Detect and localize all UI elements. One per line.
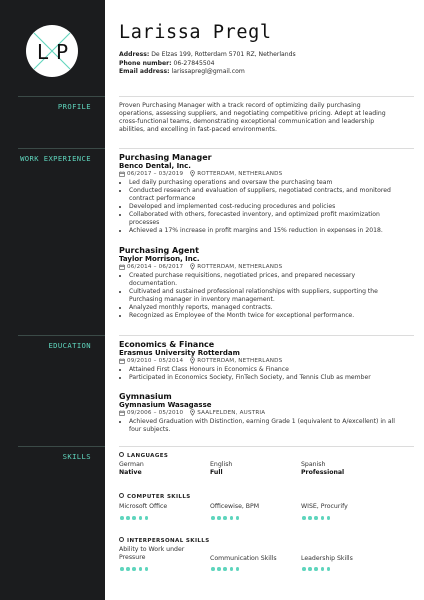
education-bullets	[119, 366, 399, 382]
skills-heading-computer	[119, 493, 191, 501]
sidebar-divider	[18, 148, 105, 149]
rating-dot	[230, 567, 234, 571]
degree-title: Gymnasium	[119, 392, 172, 401]
logo-initial-right: P	[56, 40, 69, 64]
section-label-profile: PROFILE	[57, 102, 91, 111]
rating-dot	[314, 567, 318, 571]
contact-label: Address:	[119, 51, 150, 58]
skills-heading-interpersonal	[119, 537, 210, 545]
rating-dot	[230, 516, 234, 520]
sidebar	[0, 0, 105, 600]
job-location: ROTTERDAM, NETHERLANDS	[197, 171, 283, 177]
rating-dot	[120, 516, 124, 520]
monogram-logo	[18, 24, 86, 78]
list-item: • Developed and implemented cost-reducing procedures and policies	[129, 203, 399, 211]
school-name: Erasmus University Rotterdam	[119, 349, 240, 357]
rating-dot	[308, 516, 312, 520]
language-level: Professional	[301, 469, 345, 476]
sidebar-divider	[18, 96, 105, 97]
location-pin-icon	[190, 263, 195, 270]
list-item: • Collaborated with others, forecasted inventory, and optimized profit maximization processes	[129, 211, 399, 227]
rating-dot	[211, 567, 215, 571]
list-item: • Created purchase requisitions, negotiated prices, and prepared necessary documentation.	[129, 272, 399, 288]
rating-dot	[126, 516, 130, 520]
rating-dot	[132, 516, 136, 520]
skills-heading-text: COMPUTER SKILLS	[127, 494, 191, 500]
list-item: • Led daily purchasing operations and oversaw the purchasing team	[129, 179, 399, 187]
candidate-name: Larissa Pregl	[119, 22, 272, 43]
rating-dot	[139, 567, 143, 571]
calendar-icon	[119, 410, 125, 416]
list-item: • Recognized as Employee of the Month twice for exceptional performance.	[129, 312, 399, 320]
language-item	[210, 461, 298, 477]
list-item: • Attained First Class Honours in Economics & Finance	[129, 366, 399, 374]
rating-dot	[217, 516, 221, 520]
skill-rating	[211, 567, 239, 571]
contact-value: 06-27845504	[173, 59, 215, 67]
computer-skill-name: Microsoft Office	[119, 503, 168, 510]
job-meta	[119, 170, 282, 178]
contact-email	[119, 68, 245, 76]
company-name: Taylor Morrison, Inc.	[119, 255, 200, 263]
education-meta	[119, 409, 265, 417]
skill-rating	[302, 516, 330, 520]
rating-dot	[302, 567, 306, 571]
rating-dot	[236, 567, 240, 571]
circle-bullet-icon	[119, 537, 124, 542]
language-name: English	[210, 461, 233, 468]
company-name: Benco Dental, Inc.	[119, 162, 191, 170]
language-item	[119, 461, 207, 477]
list-item: • Analyzed monthly reports, managed contracts.	[129, 304, 399, 312]
education-bullets	[119, 418, 399, 434]
list-item: • Conducted research and evaluation of suppliers, negotiated contracts, and monitored contract performance	[129, 187, 399, 203]
location-pin-icon	[190, 357, 195, 364]
language-name: German	[119, 461, 144, 468]
job-title: Purchasing Agent	[119, 246, 199, 255]
interpersonal-skill-name: Leadership Skills	[301, 555, 353, 562]
job-dates: 06/2017 – 03/2019	[127, 171, 184, 177]
calendar-icon	[119, 171, 125, 177]
interpersonal-skill-name: Ability to Work under Pressure	[119, 546, 185, 561]
job-bullets	[119, 179, 399, 235]
degree-title: Economics & Finance	[119, 340, 215, 349]
rating-dot	[314, 516, 318, 520]
contact-value: De Elzas 199, Rotterdam 5701 RZ, Netherlands	[151, 51, 296, 58]
rating-dot	[120, 567, 124, 571]
computer-skill-name: WISE, Procurify	[301, 503, 348, 510]
contact-phone	[119, 60, 214, 68]
circle-bullet-icon	[119, 493, 124, 498]
education-location: ROTTERDAM, NETHERLANDS	[197, 358, 283, 364]
list-item: • Cultivated and sustained professional relationships with suppliers, supporting the Purchasing manager in inventory management.	[129, 288, 399, 304]
sidebar-divider	[18, 446, 105, 447]
contact-value: larissapregl@gmail.com	[171, 68, 245, 75]
computer-skill-name: Officewise, BPM	[210, 503, 260, 510]
education-meta	[119, 357, 282, 365]
location-pin-icon	[190, 409, 195, 416]
logo-initial-left: L	[37, 40, 49, 64]
section-divider	[119, 96, 414, 97]
skills-heading-languages	[119, 452, 168, 460]
rating-dot	[327, 567, 331, 571]
section-divider	[119, 446, 414, 447]
skills-heading-text: LANGUAGES	[127, 453, 169, 459]
list-item: • Achieved a 17% increase in profit margins and 15% reduction in expenses in 2018.	[129, 227, 399, 235]
language-item	[301, 461, 389, 477]
rating-dot	[236, 516, 240, 520]
rating-dot	[139, 516, 143, 520]
job-location: ROTTERDAM, NETHERLANDS	[197, 264, 283, 270]
section-divider	[119, 335, 414, 336]
section-label-work-experience: WORK EXPERIENCE	[20, 154, 91, 163]
skill-rating	[211, 516, 239, 520]
section-label-skills: SKILLS	[62, 452, 91, 461]
location-pin-icon	[190, 170, 195, 177]
job-dates: 06/2014 – 06/2017	[127, 264, 184, 270]
rating-dot	[132, 567, 136, 571]
rating-dot	[223, 567, 227, 571]
rating-dot	[302, 516, 306, 520]
job-title: Purchasing Manager	[119, 153, 212, 162]
profile-summary: Proven Purchasing Manager with a track record of optimizing daily purchasing operations, assessing suppliers, and negotiating competitive pricing. Adept at leading cross-functional teams, demonstrating exceptional communication and leadership abilities, and excelling in fast-paced environments.	[119, 102, 386, 134]
contact-address	[119, 51, 296, 59]
skill-rating	[120, 567, 148, 571]
rating-dot	[327, 516, 331, 520]
language-name: Spanish	[301, 461, 326, 468]
language-level: Full	[210, 469, 223, 476]
education-dates: 09/2006 – 05/2010	[127, 410, 184, 416]
language-level: Native	[119, 469, 142, 476]
list-item: • Achieved Graduation with Distinction, earning Grade 1 (equivalent to A/excellent) in all four subjects.	[129, 418, 399, 434]
rating-dot	[126, 567, 130, 571]
circle-bullet-icon	[119, 452, 124, 457]
interpersonal-skill-name: Communication Skills	[210, 555, 277, 562]
school-name: Gymnasium Wasagasse	[119, 401, 212, 409]
rating-dot	[211, 516, 215, 520]
skill-rating	[302, 567, 330, 571]
rating-dot	[145, 516, 149, 520]
job-bullets	[119, 272, 399, 320]
skill-rating	[120, 516, 148, 520]
section-label-education: EDUCATION	[48, 341, 91, 350]
education-location: SAALFELDEN, AUSTRIA	[197, 410, 266, 416]
rating-dot	[217, 567, 221, 571]
contact-label: Email address:	[119, 68, 170, 75]
contact-label: Phone number:	[119, 59, 172, 67]
education-dates: 09/2010 – 05/2014	[127, 358, 184, 364]
rating-dot	[145, 567, 149, 571]
list-item: • Participated in Economics Society, FinTech Society, and Tennis Club as member	[129, 374, 399, 382]
calendar-icon	[119, 264, 125, 270]
section-divider	[119, 148, 414, 149]
rating-dot	[321, 567, 325, 571]
sidebar-divider	[18, 335, 105, 336]
skills-heading-text: INTERPERSONAL SKILLS	[127, 538, 210, 544]
rating-dot	[223, 516, 227, 520]
job-meta	[119, 263, 282, 271]
rating-dot	[308, 567, 312, 571]
rating-dot	[321, 516, 325, 520]
calendar-icon	[119, 358, 125, 364]
